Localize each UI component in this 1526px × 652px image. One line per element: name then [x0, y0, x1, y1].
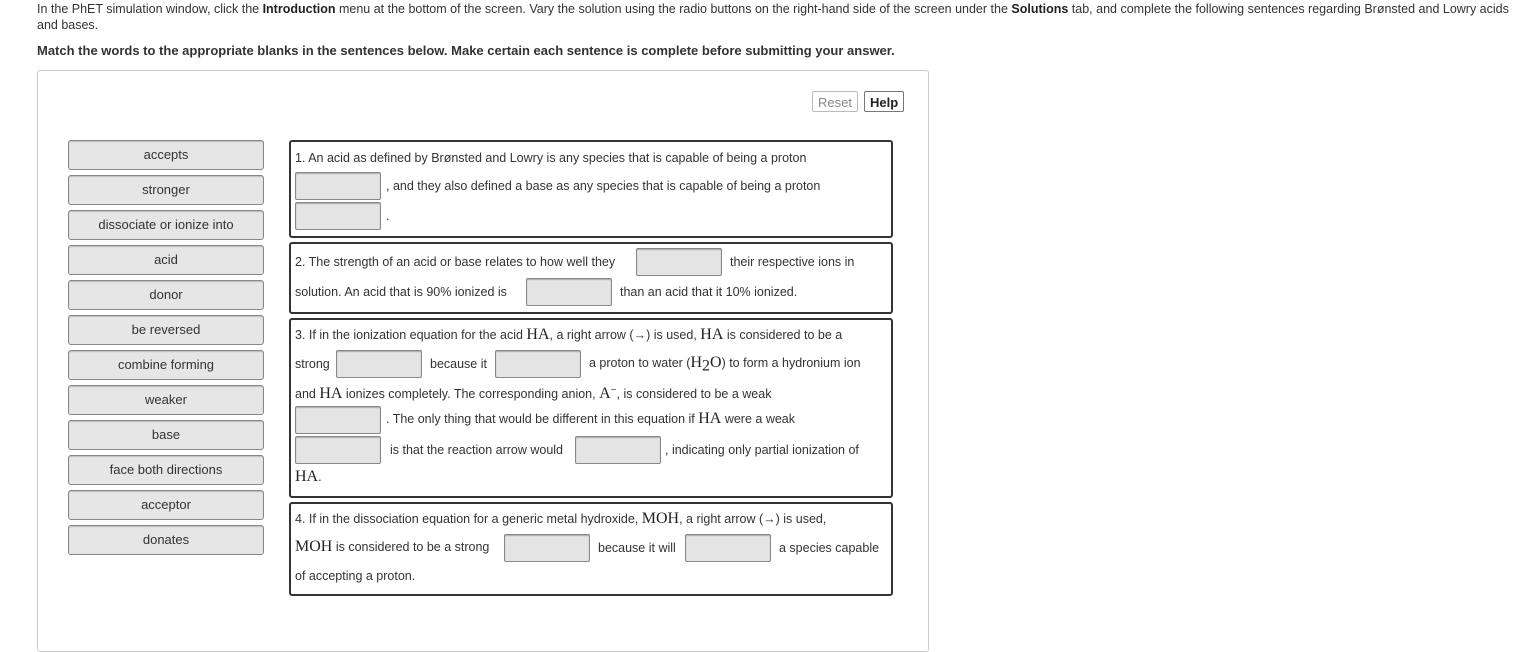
q1-blank-1[interactable]	[295, 172, 381, 200]
q2-text: solution. An acid that is 90% ionized is	[295, 285, 507, 299]
q4-text: MOH is considered to be a strong	[295, 538, 490, 555]
word-bank-item[interactable]: acceptor	[68, 490, 264, 520]
intro-text: In the PhET simulation window, click the Introduction menu at the bottom of the screen. Vary the solution using the radio buttons on the right-hand side of the screen under the Solutions tab, and complete the following sentences regarding Brønsted and Lowry acids and bases.	[37, 2, 1509, 32]
q3-text: , indicating only partial ionization of	[665, 443, 859, 457]
q4-blank-1[interactable]	[504, 534, 590, 562]
q4-text: a species capable	[779, 541, 880, 555]
q1-blank-2[interactable]	[295, 202, 381, 230]
q3-text: and HA ionizes completely. The corresponding anion, A−, is considered to be a weak	[295, 385, 772, 403]
help-button[interactable]: Help	[864, 91, 904, 112]
q3-blank-4[interactable]	[295, 436, 381, 464]
word-bank-item[interactable]: stronger	[68, 175, 264, 205]
q2-text: than an acid that it 10% ionized.	[620, 285, 798, 299]
q3-blank-1[interactable]	[336, 350, 422, 378]
q1-text: .	[386, 209, 390, 223]
q3-text: is that the reaction arrow would	[390, 443, 564, 457]
word-bank-item[interactable]: combine forming	[68, 350, 264, 380]
q3-blank-5[interactable]	[575, 436, 661, 464]
word-bank-item[interactable]: dissociate or ionize into	[68, 210, 264, 240]
q2-blank-2[interactable]	[526, 278, 612, 306]
word-bank-item[interactable]: acid	[68, 245, 264, 275]
q3-text: HA.	[295, 468, 322, 485]
q3-blank-2[interactable]	[495, 350, 581, 378]
q1-text: , and they also defined a base as any species that is capable of being a proton	[386, 179, 821, 193]
q3-text: strong	[295, 357, 330, 371]
q3-text: a proton to water $(H_2O)$ to form a hydronium ion	[589, 354, 861, 375]
q4-text: of accepting a proton.	[295, 569, 416, 583]
q2-text: 2. The strength of an acid or base relates to how well they	[295, 255, 616, 269]
word-bank-item[interactable]: weaker	[68, 385, 264, 415]
q3-blank-3[interactable]	[295, 406, 381, 434]
q1-text: 1. An acid as defined by Brønsted and Lowry is any species that is capable of being a proton	[295, 151, 807, 165]
q3-text: 3. If in the ionization equation for the acid HA, a right arrow (→) is used, HA is considered to be a	[295, 326, 843, 343]
word-bank-item[interactable]: donor	[68, 280, 264, 310]
word-bank-item[interactable]: be reversed	[68, 315, 264, 345]
q2-blank-1[interactable]	[636, 248, 722, 276]
instruction-text: Match the words to the appropriate blanks in the sentences below. Make certain each sentence is complete before submitting your answer.	[37, 43, 895, 58]
q3-text: . The only thing that would be different in this equation if HA were a weak	[386, 410, 796, 427]
word-bank-item[interactable]: donates	[68, 525, 264, 555]
q4-text: because it will	[598, 541, 676, 555]
q3-text: because it	[430, 357, 487, 371]
word-bank-item[interactable]: face both directions	[68, 455, 264, 485]
q4-text: 4. If in the dissociation equation for a generic metal hydroxide, MOH, a right arrow (→) is used,	[295, 510, 827, 527]
q4-blank-2[interactable]	[685, 534, 771, 562]
q2-text: their respective ions in	[730, 255, 855, 269]
solutions-tab-ref: Solutions	[1011, 2, 1069, 16]
word-bank-item[interactable]: base	[68, 420, 264, 450]
word-bank-item[interactable]: accepts	[68, 140, 264, 170]
introduction-menu-ref: Introduction	[262, 2, 336, 16]
reset-button[interactable]: Reset	[812, 91, 858, 112]
